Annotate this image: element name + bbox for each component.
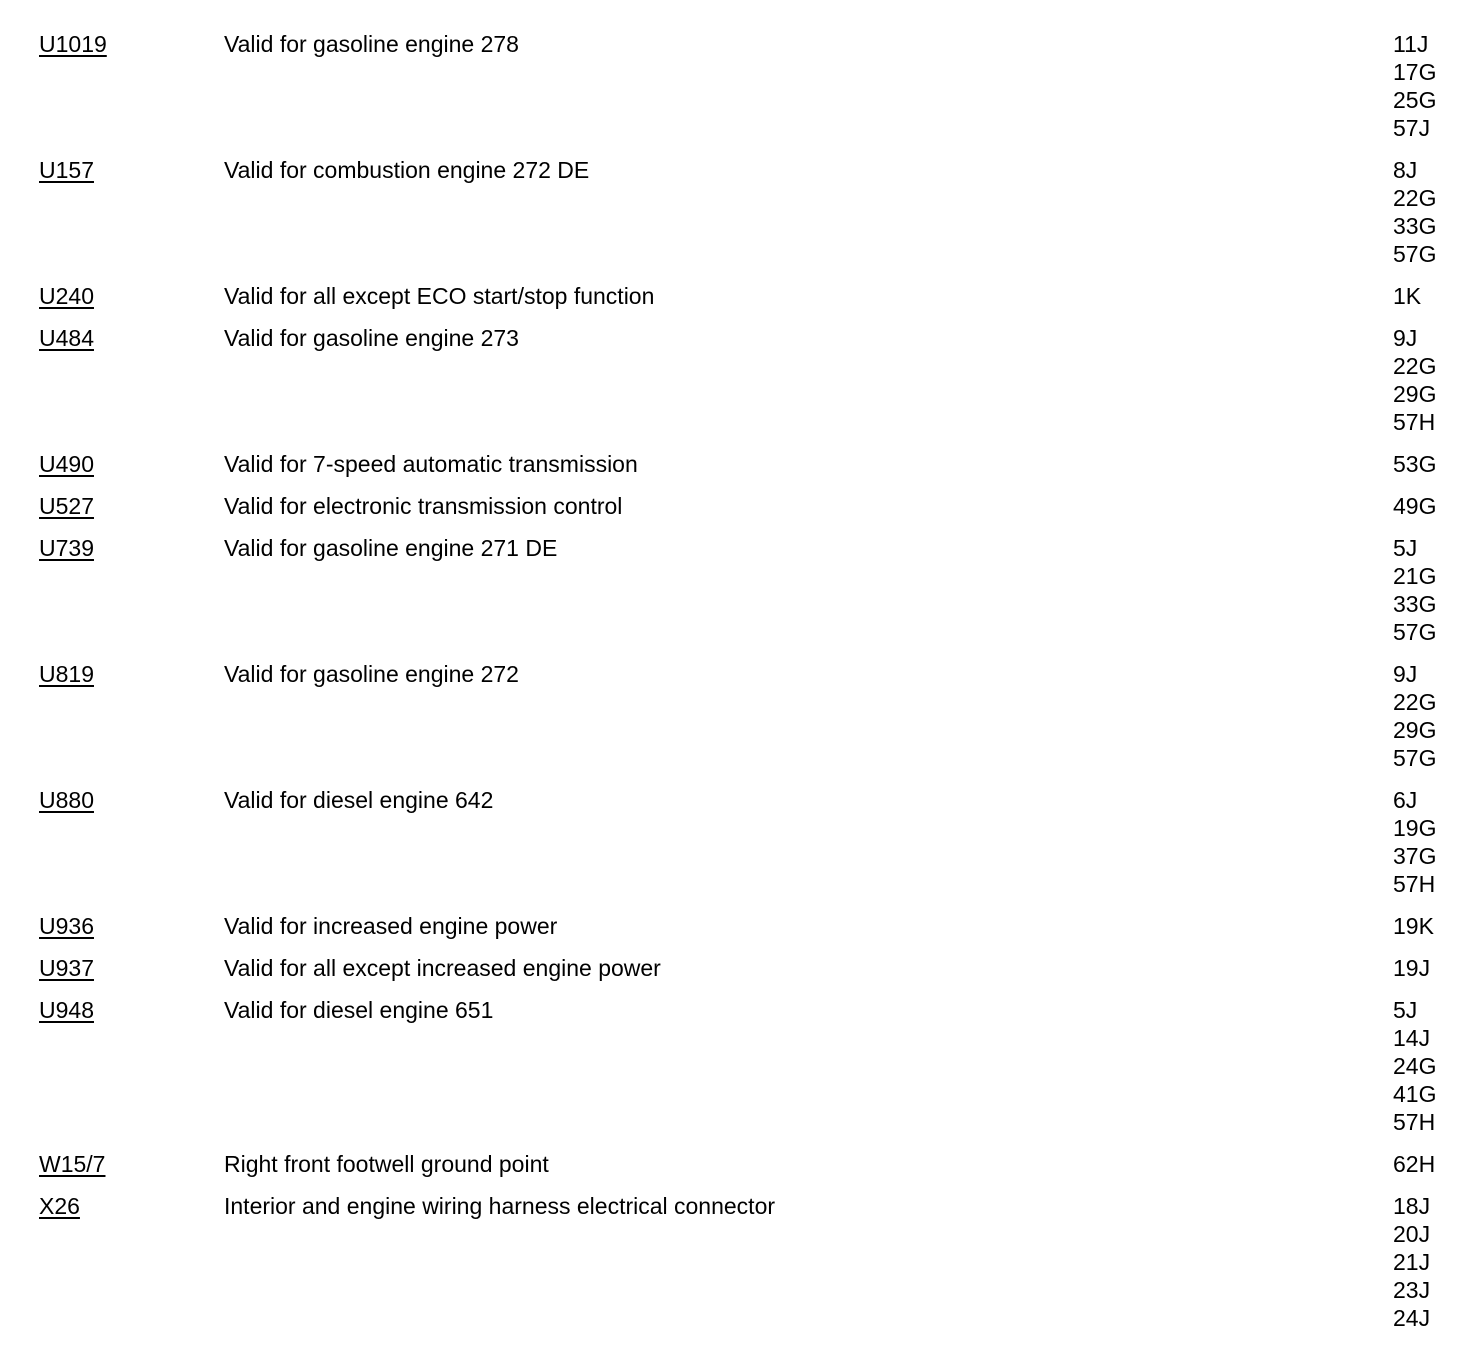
component-description: Valid for gasoline engine 271 DE [224,535,558,561]
grid-location-list [1393,156,1463,268]
component-code-link[interactable]: U948 [39,997,94,1023]
grid-location: 22G [1393,689,1437,715]
component-code-link[interactable]: U527 [39,493,94,519]
grid-location: 57J [1393,115,1431,141]
grid-location: 24J [1393,1305,1431,1331]
grid-location-list [1393,534,1463,646]
grid-location-list [1393,996,1463,1136]
grid-location: 29G [1393,381,1437,407]
component-description: Valid for electronic transmission control [224,493,623,519]
component-description: Valid for 7-speed automatic transmission [224,451,638,477]
grid-location: 57G [1393,619,1437,645]
component-code-link[interactable]: U157 [39,157,94,183]
component-description: Valid for all except increased engine power [224,955,661,981]
legend-row [0,30,1472,142]
component-description: Interior and engine wiring harness electrical connector [224,1193,776,1219]
grid-location-list [1393,660,1463,772]
grid-location-list [1393,492,1463,520]
grid-location: 20J [1393,1221,1431,1247]
legend-row [0,660,1472,772]
component-code-link[interactable]: U490 [39,451,94,477]
component-code-link[interactable]: U937 [39,955,94,981]
component-description: Valid for gasoline engine 278 [224,31,519,57]
grid-location: 9J [1393,325,1418,351]
grid-location: 9J [1393,661,1418,687]
grid-location: 6J [1393,787,1418,813]
component-code-link[interactable]: U819 [39,661,94,687]
grid-location: 37G [1393,843,1437,869]
component-description: Valid for combustion engine 272 DE [224,157,590,183]
grid-location: 62H [1393,1151,1436,1177]
grid-location: 11J [1393,31,1429,57]
component-code-link[interactable]: U739 [39,535,94,561]
grid-location: 18J [1393,1193,1431,1219]
component-description: Valid for gasoline engine 273 [224,325,519,351]
grid-location: 33G [1393,213,1437,239]
component-code-link[interactable]: U936 [39,913,94,939]
component-code-link[interactable]: W15/7 [39,1151,106,1177]
component-description: Valid for all except ECO start/stop function [224,283,655,309]
grid-location: 57H [1393,871,1436,897]
legend-row [0,450,1472,478]
grid-location: 25G [1393,87,1437,113]
grid-location: 22G [1393,353,1437,379]
grid-location-list [1393,954,1463,982]
grid-location-list [1393,786,1463,898]
grid-location: 53G [1393,451,1437,477]
legend-row [0,534,1472,646]
legend-row [0,324,1472,436]
grid-location: 19K [1393,913,1434,939]
legend-row [0,282,1472,310]
legend-row [0,156,1472,268]
grid-location: 41G [1393,1081,1437,1107]
grid-location-list [1393,1150,1463,1178]
component-description: Valid for diesel engine 642 [224,787,494,813]
legend-row [0,912,1472,940]
legend-row [0,492,1472,520]
legend-row [0,1150,1472,1178]
grid-location-list [1393,450,1463,478]
grid-location: 49G [1393,493,1437,519]
grid-location: 22G [1393,185,1437,211]
component-code-link[interactable]: X26 [39,1193,80,1219]
grid-location: 1K [1393,283,1422,309]
component-description: Valid for gasoline engine 272 [224,661,519,687]
grid-location: 24G [1393,1053,1437,1079]
component-legend-list [0,30,1472,1346]
component-description: Right front footwell ground point [224,1151,549,1177]
grid-location: 19G [1393,815,1437,841]
grid-location: 57H [1393,1109,1436,1135]
grid-location-list [1393,30,1463,142]
grid-location: 57G [1393,241,1437,267]
grid-location: 57G [1393,745,1437,771]
grid-location: 5J [1393,997,1418,1023]
legend-row [0,1192,1472,1332]
grid-location: 33G [1393,591,1437,617]
component-code-link[interactable]: U240 [39,283,94,309]
grid-location: 8J [1393,157,1418,183]
grid-location: 14J [1393,1025,1431,1051]
legend-row [0,786,1472,898]
grid-location: 29G [1393,717,1437,743]
legend-row [0,954,1472,982]
grid-location: 23J [1393,1277,1431,1303]
grid-location-list [1393,1192,1463,1332]
component-code-link[interactable]: U484 [39,325,94,351]
grid-location: 19J [1393,955,1431,981]
grid-location: 21G [1393,563,1437,589]
grid-location: 17G [1393,59,1437,85]
component-code-link[interactable]: U1019 [39,31,107,57]
grid-location: 5J [1393,535,1418,561]
component-code-link[interactable]: U880 [39,787,94,813]
grid-location-list [1393,324,1463,436]
grid-location-list [1393,912,1463,940]
component-description: Valid for diesel engine 651 [224,997,494,1023]
grid-location: 21J [1393,1249,1431,1275]
grid-location-list [1393,282,1463,310]
component-description: Valid for increased engine power [224,913,558,939]
grid-location: 57H [1393,409,1436,435]
legend-row [0,996,1472,1136]
